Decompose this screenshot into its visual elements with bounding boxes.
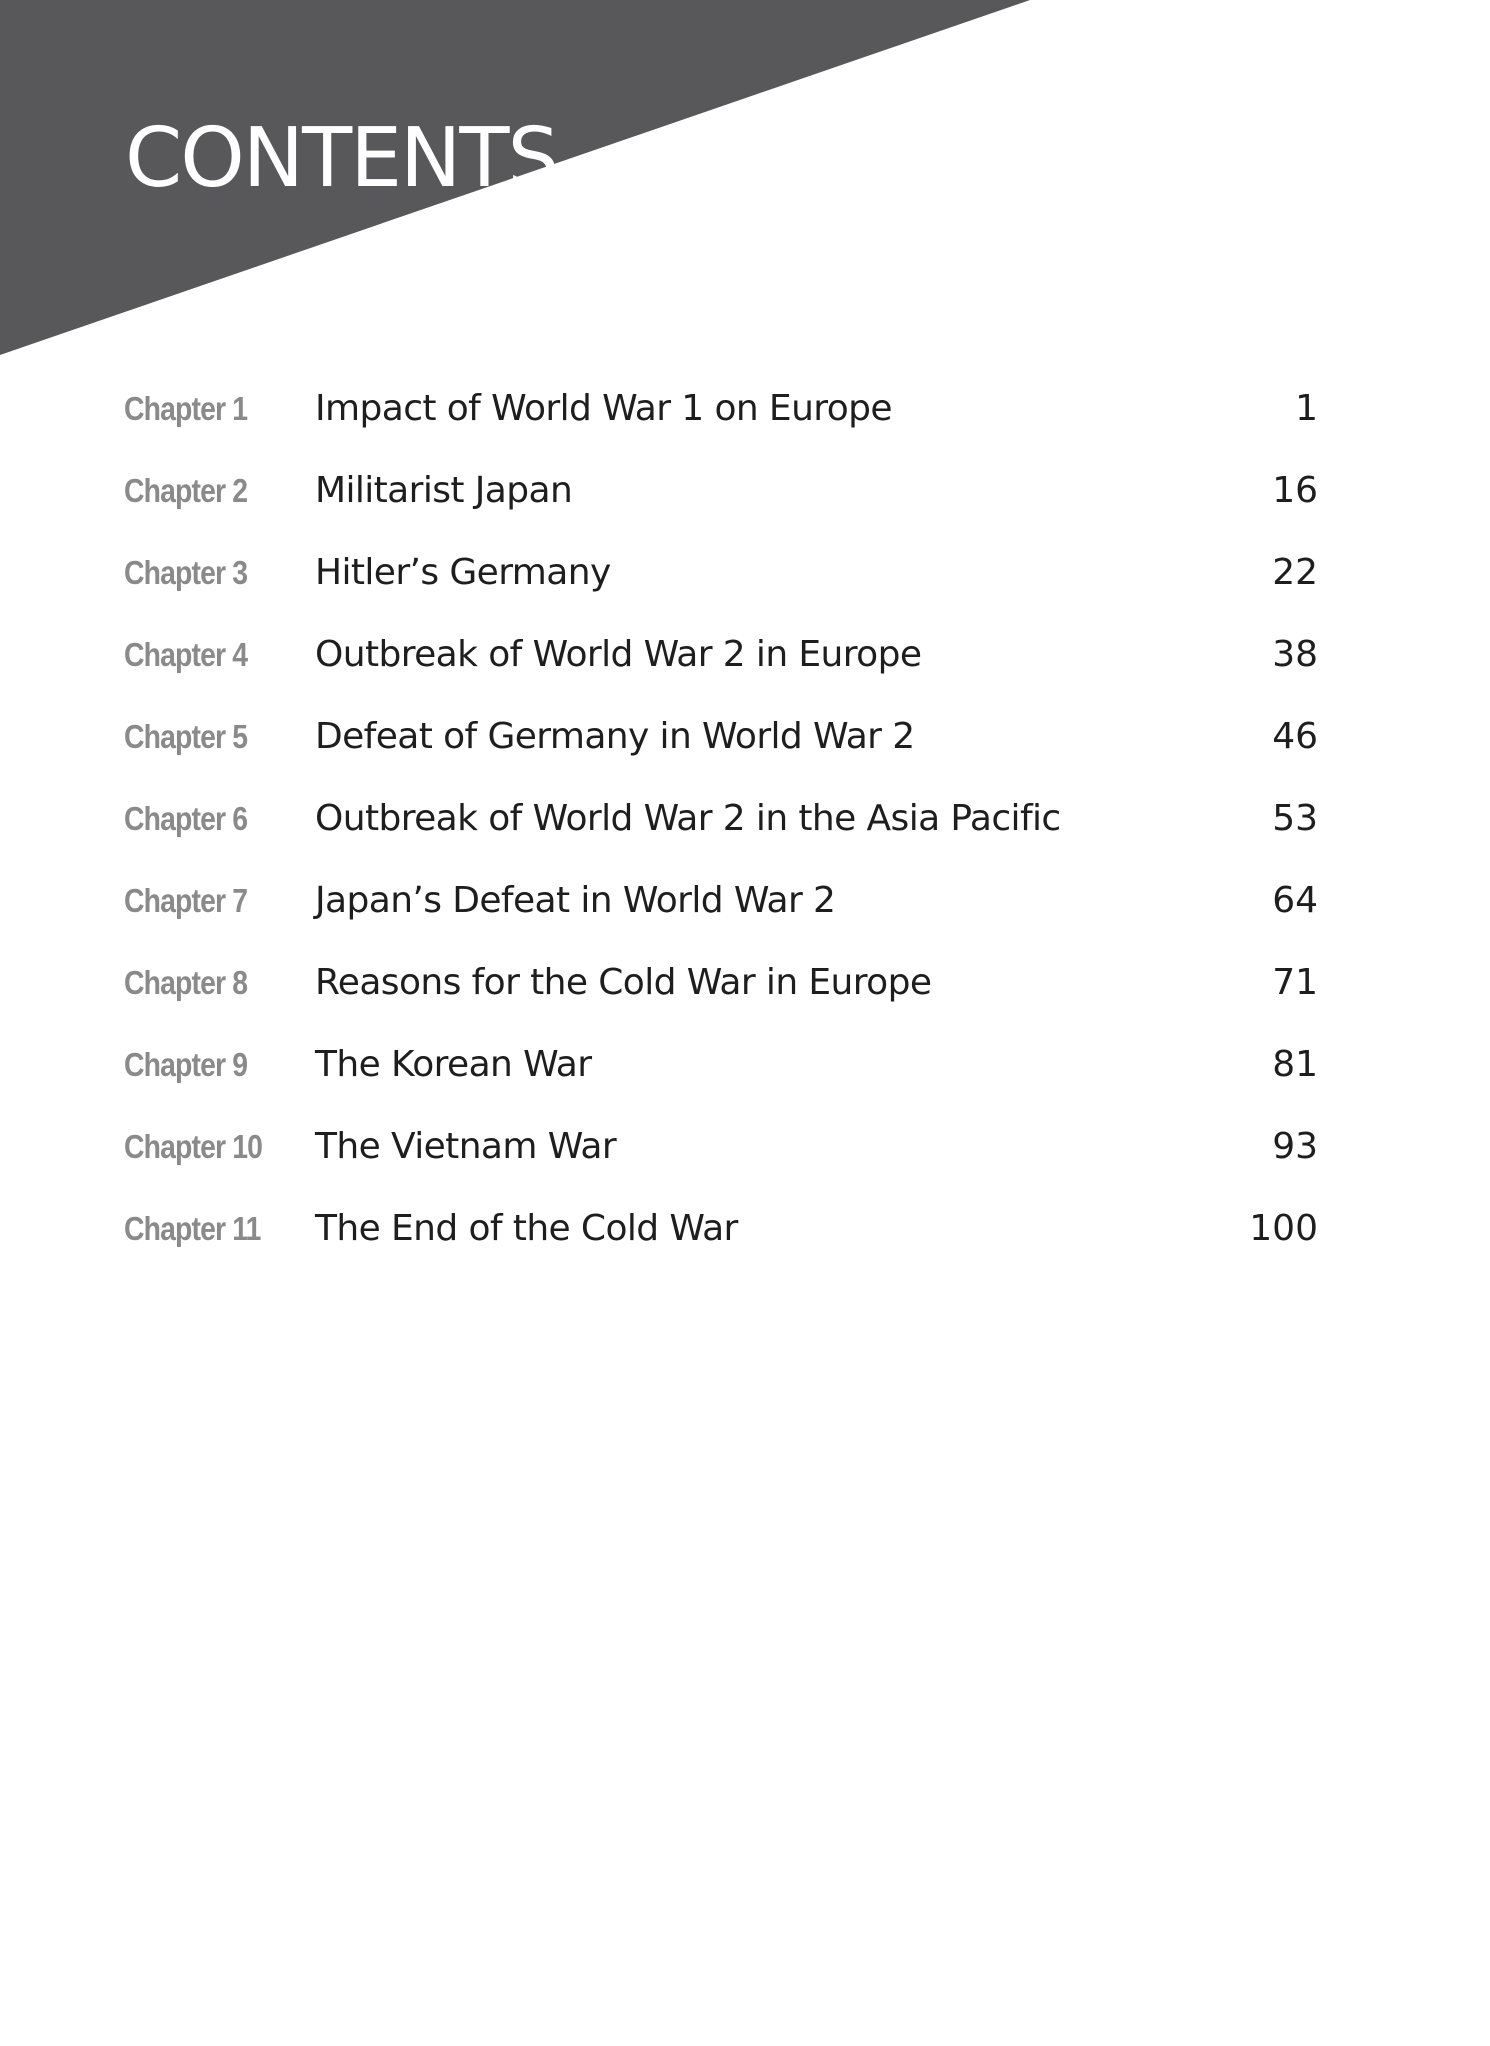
- toc-row[interactable]: [0, 626, 1490, 708]
- page-title: CONTENTS: [125, 111, 558, 206]
- chapter-title[interactable]: The End of the Cold War: [315, 1208, 738, 1249]
- toc-row[interactable]: [0, 1118, 1490, 1200]
- chapter-title[interactable]: Defeat of Germany in World War 2: [315, 716, 915, 757]
- chapter-label: Chapter 6: [124, 800, 248, 837]
- chapter-title[interactable]: Hitler’s Germany: [315, 552, 611, 593]
- page-number: 38: [1272, 634, 1318, 675]
- chapter-title[interactable]: The Vietnam War: [315, 1126, 617, 1167]
- page-number: 16: [1272, 470, 1318, 511]
- chapter-label: Chapter 10: [124, 1128, 263, 1165]
- page-number: 71: [1272, 962, 1318, 1003]
- page-number: 81: [1272, 1044, 1318, 1085]
- chapter-label: Chapter 1: [124, 390, 248, 427]
- toc-row[interactable]: [0, 1036, 1490, 1118]
- toc-row[interactable]: [0, 872, 1490, 954]
- chapter-label: Chapter 5: [124, 718, 248, 755]
- toc-row[interactable]: [0, 1200, 1490, 1282]
- page-number: 93: [1272, 1126, 1318, 1167]
- chapter-label: Chapter 11: [124, 1210, 261, 1247]
- chapter-label: Chapter 8: [124, 964, 248, 1001]
- toc-row[interactable]: [0, 790, 1490, 872]
- chapter-label: Chapter 2: [124, 472, 248, 509]
- chapter-title[interactable]: The Korean War: [315, 1044, 592, 1085]
- page-number: 100: [1249, 1208, 1318, 1249]
- chapter-title[interactable]: Militarist Japan: [315, 470, 573, 511]
- toc-row[interactable]: [0, 380, 1490, 462]
- chapter-title[interactable]: Japan’s Defeat in World War 2: [315, 880, 836, 921]
- chapter-label: Chapter 3: [124, 554, 248, 591]
- page-number: 64: [1272, 880, 1318, 921]
- chapter-title[interactable]: Reasons for the Cold War in Europe: [315, 962, 932, 1003]
- chapter-title[interactable]: Outbreak of World War 2 in the Asia Pacific: [315, 798, 1061, 839]
- toc-row[interactable]: [0, 462, 1490, 544]
- page-number: 1: [1295, 388, 1318, 429]
- table-of-contents: [0, 380, 1490, 1282]
- page-number: 22: [1272, 552, 1318, 593]
- chapter-label: Chapter 9: [124, 1046, 248, 1083]
- toc-row[interactable]: [0, 708, 1490, 790]
- chapter-title[interactable]: Impact of World War 1 on Europe: [315, 388, 892, 429]
- page-number: 46: [1272, 716, 1318, 757]
- toc-row[interactable]: [0, 544, 1490, 626]
- page-number: 53: [1272, 798, 1318, 839]
- chapter-label: Chapter 4: [124, 636, 248, 673]
- toc-row[interactable]: [0, 954, 1490, 1036]
- chapter-label: Chapter 7: [124, 882, 248, 919]
- chapter-title[interactable]: Outbreak of World War 2 in Europe: [315, 634, 922, 675]
